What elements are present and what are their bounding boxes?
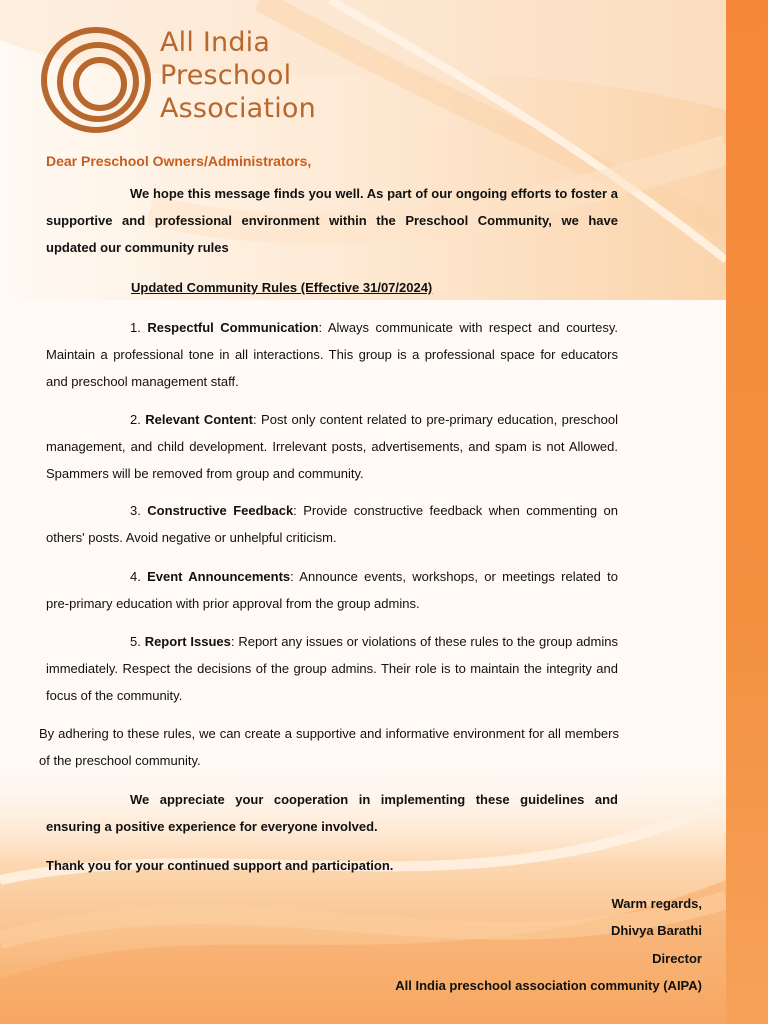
rule-item: 5. Report Issues: Report any issues or violations of these rules to the group admins immediately. Respect the decisions of the group admins. Their role is to maintain the integrity and focus of the community.	[46, 634, 618, 703]
appreciation-paragraph	[46, 786, 618, 840]
closing-paragraph: By adhering to these rules, we can create a supportive and informative environment for all members of the preschool community.	[39, 726, 619, 768]
rule-title: Relevant Content	[145, 412, 254, 427]
thanks-line: Thank you for your continued support and participation.	[46, 858, 394, 873]
logo-line-1: All India	[160, 27, 271, 58]
rule-text: : Post only content related to pre-primary education, preschool management, and child development. Irrelevant posts, advertisements, and spam is not Allowed. Spammers will be removed from group and community.	[46, 412, 618, 481]
appreciation-text: We appreciate your cooperation in implementing these guidelines and ensuring a positive experience for everyone involved.	[46, 792, 618, 834]
signature-name: Dhivya Barathi	[610, 923, 702, 938]
spiral-icon	[40, 24, 152, 136]
rule-title: Event Announcements	[147, 569, 291, 584]
aipa-logo	[40, 24, 340, 136]
rule-title: Respectful Communication	[147, 320, 319, 335]
rule-item: 2. Relevant Content: Post only content related to pre-primary education, preschool management, and child development. Irrelevant posts, advertisements, and spam is not Allowed. Spammers will be removed from group and community.	[46, 412, 618, 481]
logo-line-2: Preschool	[160, 60, 292, 91]
rule-text: : Report any issues or violations of these rules to the group admins immediately. Respect the decisions of the group admins. Their role is to maintain the integrity and focus of the community.	[46, 634, 618, 703]
logo-line-3: Association	[160, 93, 316, 124]
rule-item: 1. Respectful Communication: Always communicate with respect and courtesy. Maintain a professional tone in all interactions. This group is a professional space for educators and preschool management staff.	[46, 320, 618, 389]
signature-org: All India preschool association community (AIPA)	[395, 978, 702, 993]
rule-text: : Provide constructive feedback when commenting on others' posts. Avoid negative or unhelpful criticism.	[46, 503, 618, 545]
rule-text: : Always communicate with respect and courtesy. Maintain a professional tone in all interactions. This group is a professional space for educators and preschool management staff.	[46, 320, 618, 389]
rule-title: Report Issues	[144, 634, 231, 649]
rule-item: 4. Event Announcements: Announce events, workshops, or meetings related to pre-primary education with prior approval from the group admins.	[46, 569, 618, 611]
rule-item: 3. Constructive Feedback: Provide constructive feedback when commenting on others' posts. Avoid negative or unhelpful criticism.	[46, 503, 618, 545]
rule-text: : Announce events, workshops, or meetings related to pre-primary education with prior approval from the group admins.	[46, 569, 618, 611]
intro-paragraph	[46, 180, 618, 261]
rule-title: Constructive Feedback	[147, 503, 294, 518]
signature-title: Director	[652, 951, 702, 966]
greeting: Dear Preschool Owners/Administrators,	[46, 153, 312, 169]
rules-heading: Updated Community Rules (Effective 31/07/2024)	[131, 280, 433, 295]
signature-regards: Warm regards,	[611, 896, 702, 911]
intro-text: We hope this message finds you well. As part of our ongoing efforts to foster a supportive and professional environment within the Preschool Community, we have updated our community rules	[46, 186, 618, 255]
